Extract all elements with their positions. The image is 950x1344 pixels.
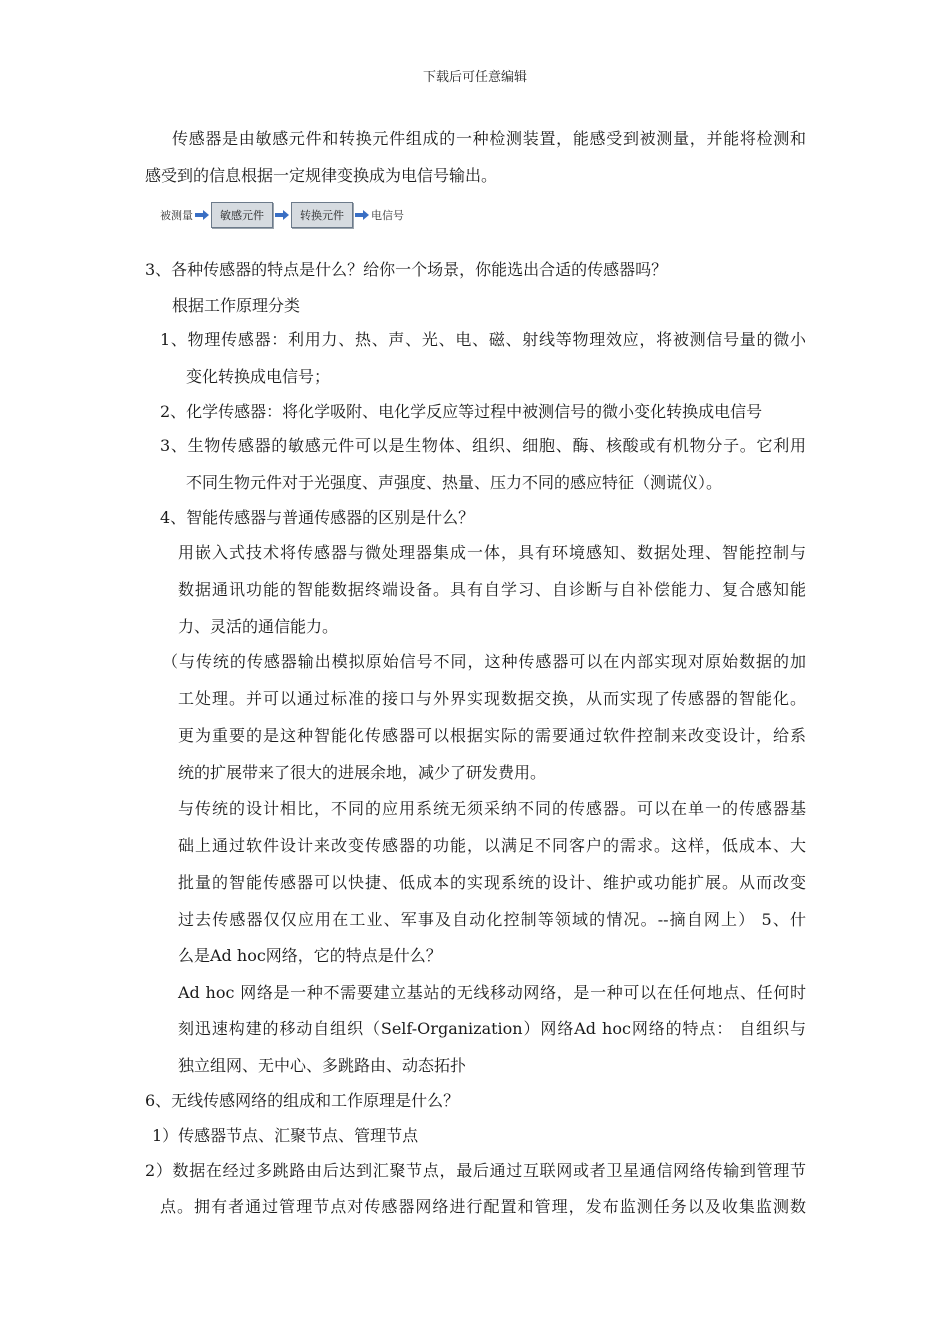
arrow-right-icon: [275, 210, 289, 220]
flow-box-conversion-element: 转换元件: [291, 202, 353, 228]
list-item: 2）数据在经过多跳路由后达到汇聚节点，最后通过互联网或者卫星通信网络传输到管理节: [145, 1161, 806, 1180]
paragraph-line: 批量的智能传感器可以快捷、低成本的实现系统的设计、维护或功能扩展。从而改变: [178, 873, 806, 892]
question-heading: 6、无线传感网络的组成和工作原理是什么？: [145, 1091, 460, 1110]
paragraph-line: 数据通讯功能的智能数据终端设备。具有自学习、自诊断与自补偿能力、复合感知能: [178, 580, 806, 599]
paragraph-line: 刻迅速构建的移动自组织（Self-Organization）网络Ad hoc网络的特点： 自组织与: [178, 1019, 806, 1038]
list-item: 2、化学传感器：将化学吸附、电化学反应等过程中被测信号的微小变化转换成电信号: [160, 402, 763, 421]
question-heading: 3、各种传感器的特点是什么？给你一个场景，你能选出合适的传感器吗？: [145, 260, 668, 279]
paragraph-line: 用嵌入式技术将传感器与微处理器集成一体，具有环境感知、数据处理、智能控制与: [178, 543, 806, 562]
list-item: 1）传感器节点、汇聚节点、管理节点: [152, 1126, 419, 1145]
paragraph-line: 础上通过软件设计来改变传感器的功能，以满足不同客户的需求。这样，低成本、大: [178, 836, 806, 855]
arrow-right-icon: [355, 210, 369, 220]
sensor-flow-diagram: [160, 202, 404, 228]
paragraph-line: 传感器是由敏感元件和转换元件组成的一种检测装置，能感受到被测量，并能将检测和: [172, 129, 806, 148]
paragraph-line: 独立组网、无中心、多跳路由、动态拓扑: [178, 1056, 467, 1075]
flow-box-sensing-element: 敏感元件: [211, 202, 273, 228]
paragraph-line: 点。拥有者通过管理节点对传感器网络进行配置和管理，发布监测任务以及收集监测数: [160, 1197, 806, 1216]
paragraph-line: 感受到的信息根据一定规律变换成为电信号输出。: [145, 166, 498, 185]
paragraph-line: 与传统的设计相比，不同的应用系统无须采纳不同的传感器。可以在单一的传感器基: [178, 799, 806, 818]
list-item: 1、物理传感器：利用力、热、声、光、电、磁、射线等物理效应，将被测信号量的微小: [160, 330, 806, 349]
paragraph-line: 力、灵活的通信能力。: [178, 617, 339, 636]
paragraph-line: 工处理。并可以通过标准的接口与外界实现数据交换，从而实现了传感器的智能化。: [178, 689, 806, 708]
paragraph-line: 过去传感器仅仅应用在工业、军事及自动化控制等领域的情况。--摘自网上） 5、什: [178, 910, 806, 929]
arrow-right-icon: [195, 210, 209, 220]
question-heading: 4、智能传感器与普通传感器的区别是什么？: [160, 508, 475, 527]
list-item: 3、生物传感器的敏感元件可以是生物体、组织、细胞、酶、核酸或有机物分子。它利用: [160, 436, 806, 455]
paragraph-line: 更为重要的是这种智能化传感器可以根据实际的需要通过软件控制来改变设计，给系: [178, 726, 806, 745]
paragraph-line: 根据工作原理分类: [172, 296, 301, 315]
paragraph-line: 统的扩展带来了很大的进展余地，减少了研发费用。: [178, 763, 547, 782]
paragraph-line: 不同生物元件对于光强度、声强度、热量、压力不同的感应特征（测谎仪）。: [186, 473, 723, 492]
question-heading: 么是Ad hoc网络，它的特点是什么？: [178, 946, 442, 965]
paragraph-line: （与传统的传感器输出模拟原始信号不同，这种传感器可以在内部实现对原始数据的加: [162, 652, 806, 671]
flow-output-label: 电信号: [371, 209, 404, 222]
paragraph-line: Ad hoc 网络是一种不需要建立基站的无线移动网络，是一种可以在任何地点、任何时: [178, 983, 806, 1002]
page-header: 下载后可任意编辑: [422, 70, 527, 85]
paragraph-line: 变化转换成电信号；: [186, 367, 331, 386]
flow-input-label: 被测量: [160, 209, 193, 222]
